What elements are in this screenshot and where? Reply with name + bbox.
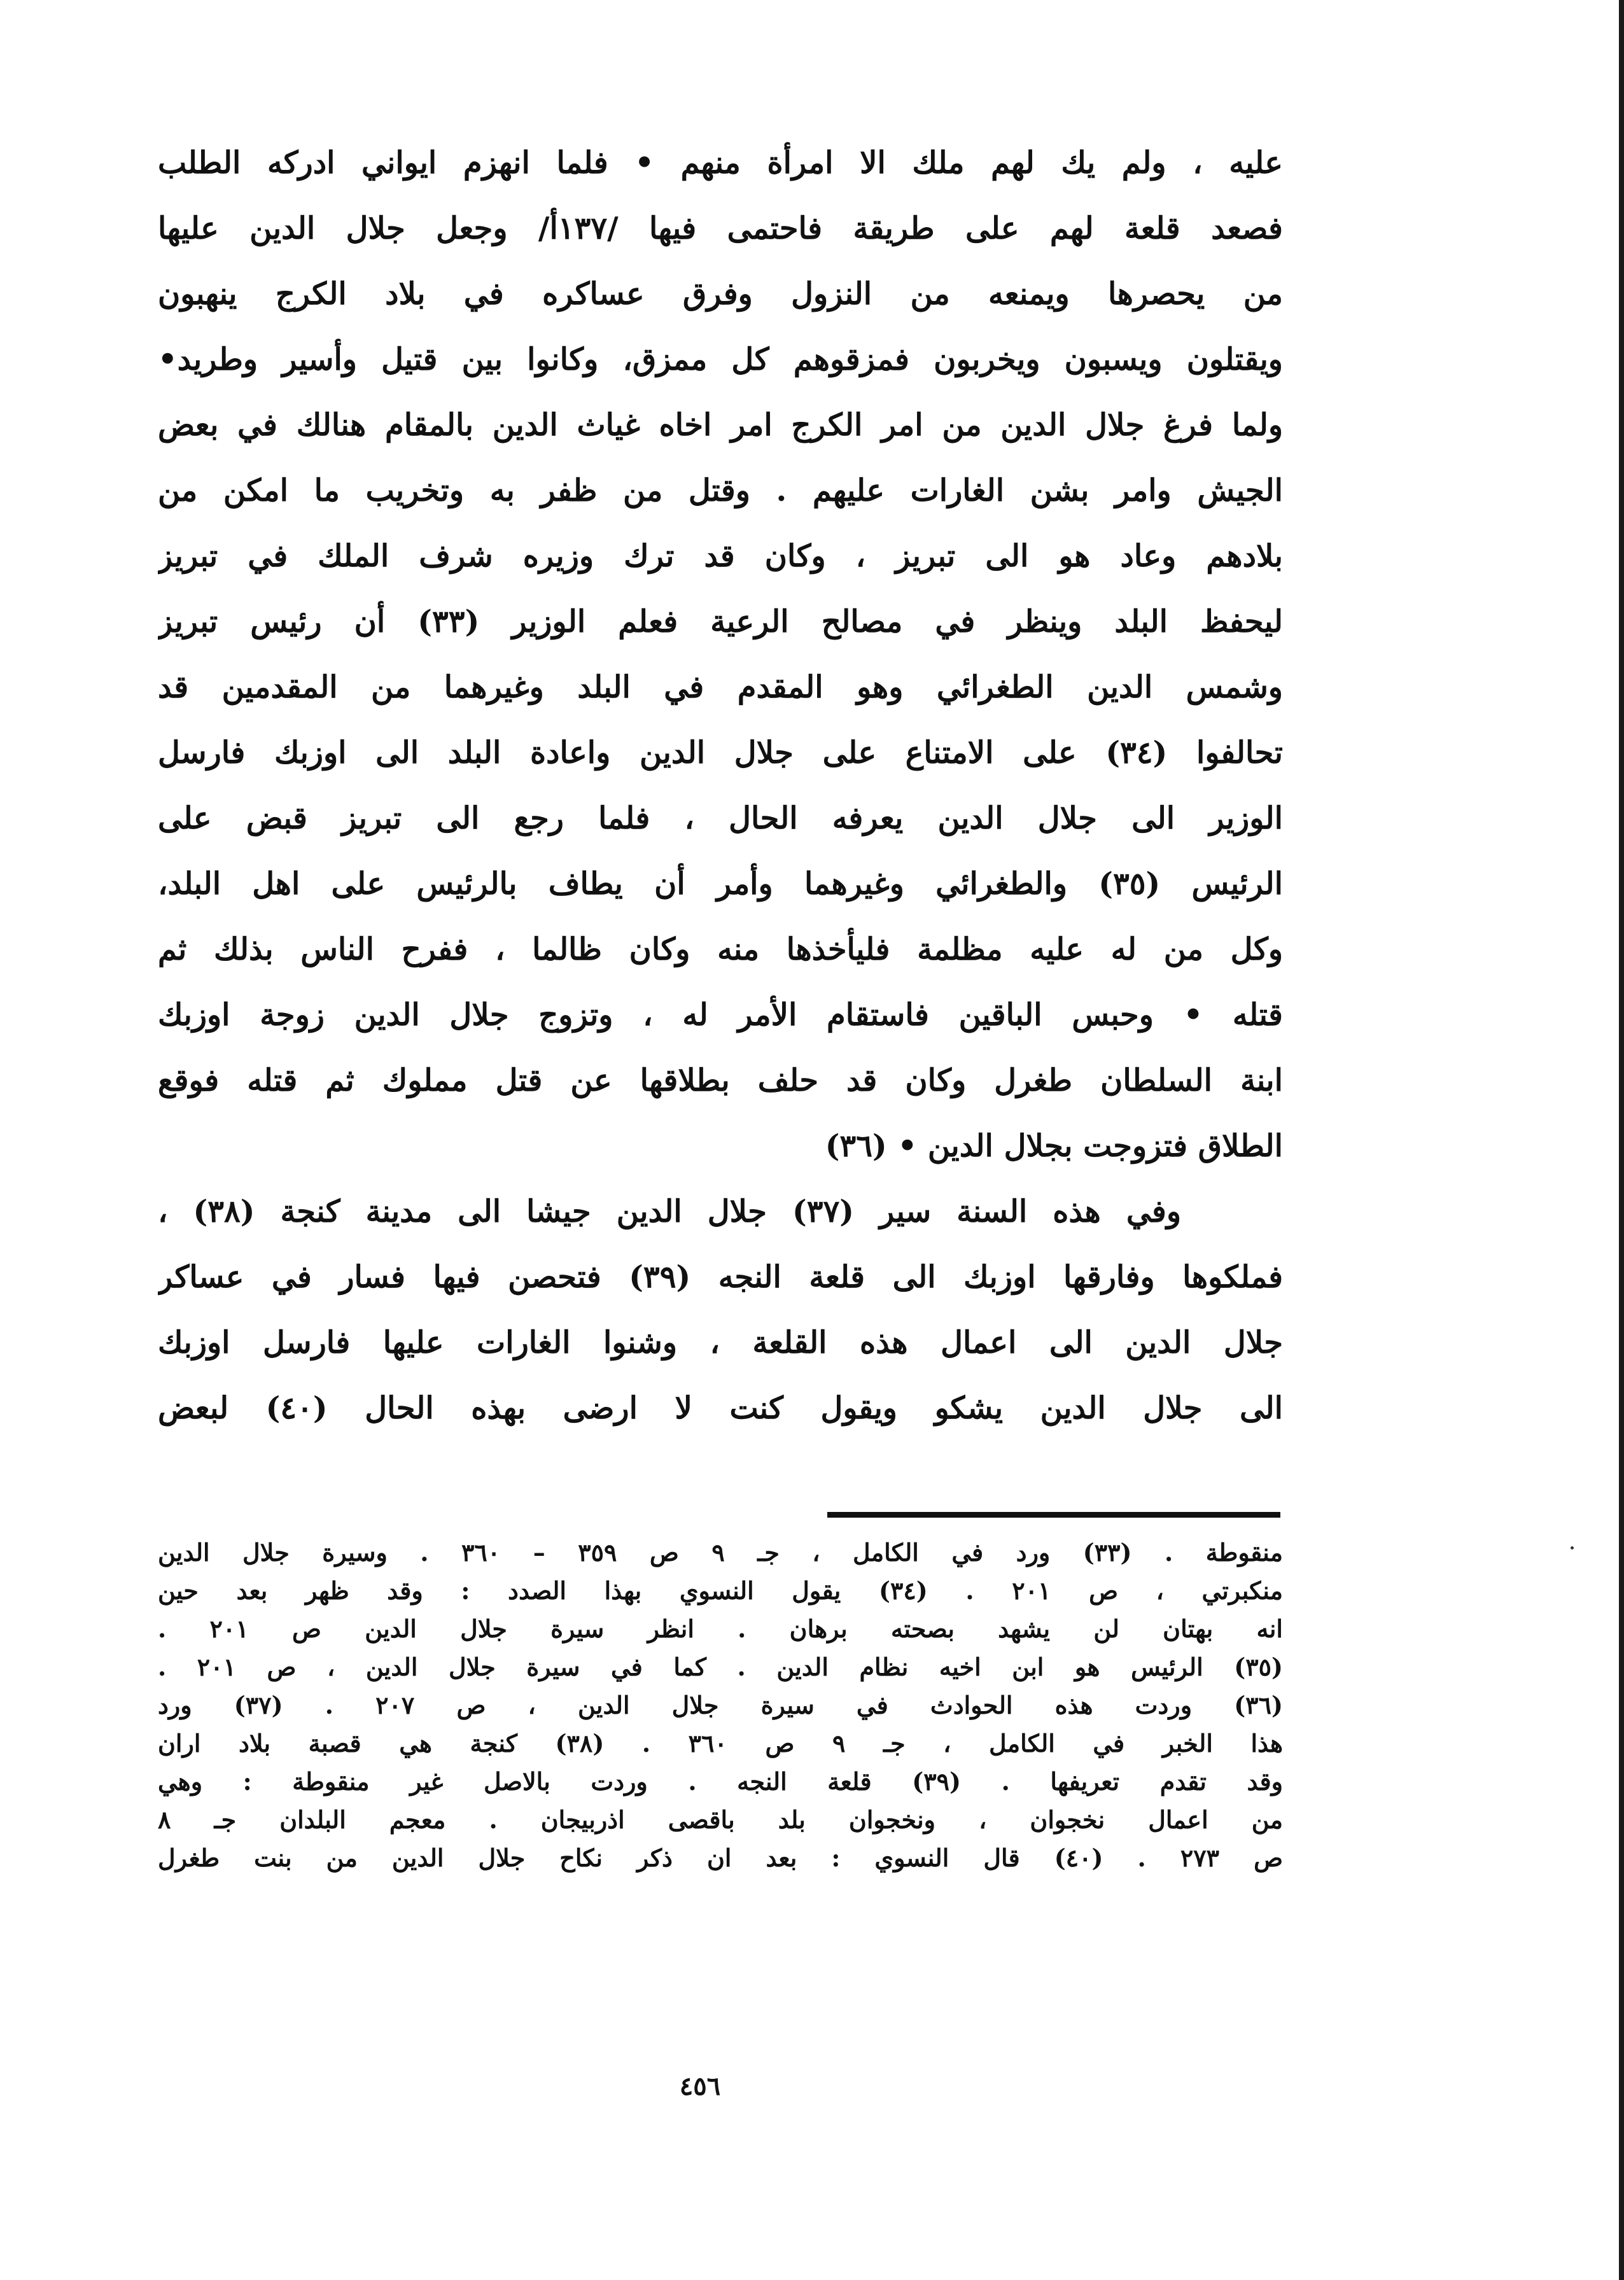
footnote-line: هذا الخبر في الكامل ، جـ ٩ ص ٣٦٠ . (٣٨) كنجة هي قصبة بلاد اران [158, 1729, 1283, 1758]
text-line: ابنة السلطان طغرل وكان قد حلف بطلاقها عن قتل مملوك ثم قتله فوقع [158, 1063, 1283, 1098]
text-line: عليه ، ولم يك لهم ملك الا امرأة منهم • فلما انهزم ايواني ادركه الطلب [158, 145, 1283, 181]
text-line: الجيش وامر بشن الغارات عليهم . وقتل من ظفر به وتخريب ما امكن من [158, 473, 1283, 508]
footnote-line: انه بهتان لن يشهد بصحته برهان . انظر سيرة جلال الدين ص ٢٠١ . [158, 1614, 1283, 1643]
text-line: جلال الدين الى اعمال هذه القلعة ، وشنوا الغارات عليها فارسل اوزبك [158, 1325, 1283, 1360]
footnotes-section [158, 1534, 1283, 1877]
text-line: الوزير الى جلال الدين يعرفه الحال ، فلما رجع الى تبريز قبض على [158, 801, 1283, 836]
text-line: الرئيس (٣٥) والطغرائي وغيرهما وأمر أن يطاف بالرئيس على اهل البلد، [158, 866, 1283, 902]
footnote-divider [827, 1512, 1280, 1518]
text-line: وشمس الدين الطغرائي وهو المقدم في البلد وغيرهما من المقدمين قد [158, 669, 1283, 705]
paragraph-start-line: وفي هذه السنة سير (٣٧) جلال الدين جيشا الى مدينة كنجة (٣٨) ، [158, 1194, 1182, 1229]
text-line: ليحفظ البلد وينظر في مصالح الرعية فعلم الوزير (٣٣) أن رئيس تبريز [158, 604, 1283, 640]
footnote-line: (٣٦) وردت هذه الحوادث في سيرة جلال الدين ، ص ٢٠٧ . (٣٧) ورد [158, 1691, 1283, 1719]
text-line: تحالفوا (٣٤) على الامتناع على جلال الدين واعادة البلد الى اوزبك فارسل [158, 735, 1283, 771]
footnote-line: من اعمال نخجوان ، ونخجوان بلد باقصى اذربيجان . معجم البلدان جـ ٨ [158, 1805, 1283, 1834]
paragraph-end-line: الطلاق فتزوجت بجلال الدين • (٣٦) [825, 1128, 1283, 1164]
text-line: من يحصرها ويمنعه من النزول وفرق عساكره في بلاد الكرج ينهبون [158, 276, 1283, 312]
footnote-line: (٣٥) الرئيس هو ابن اخيه نظام الدين . كما في سيرة جلال الدين ، ص ٢٠١ . [158, 1653, 1283, 1681]
text-line: فملكوها وفارقها اوزبك الى قلعة النجه (٣٩) فتحصن فيها فسار في عساكر [158, 1259, 1283, 1295]
text-line: فصعد قلعة لهم على طريقة فاحتمى فيها /١٣٧أ/ وجعل جلال الدين عليها [158, 211, 1283, 246]
main-text-body [158, 130, 1283, 1441]
text-line: بلادهم وعاد هو الى تبريز ، وكان قد ترك وزيره شرف الملك في تبريز [158, 538, 1283, 574]
scan-speck [1571, 1546, 1574, 1549]
footnote-line: ص ٢٧٣ . (٤٠) قال النسوي : بعد ان ذكر نكاح جلال الدين من بنت طغرل [158, 1843, 1283, 1872]
footnote-line: منقوطة . (٣٣) ورد في الكامل ، جـ ٩ ص ٣٥٩ – ٣٦٠ . وسيرة جلال الدين [158, 1538, 1283, 1567]
page-number: ٤٥٦ [679, 2071, 721, 2101]
text-line: وكل من له عليه مظلمة فليأخذها منه وكان ظالما ، ففرح الناس بذلك ثم [158, 932, 1283, 967]
footnote-line: وقد تقدم تعريفها . (٣٩) قلعة النجه . وردت بالاصل غير منقوطة : وهي [158, 1767, 1283, 1796]
text-line: الى جلال الدين يشكو ويقول كنت لا ارضى بهذه الحال (٤٠) لبعض [158, 1390, 1283, 1426]
text-line: قتله • وحبس الباقين فاستقام الأمر له ، وتزوج جلال الدين زوجة اوزبك [158, 997, 1283, 1033]
text-line: ولما فرغ جلال الدين من امر الكرج امر اخاه غياث الدين بالمقام هنالك في بعض [158, 407, 1283, 443]
footnote-line: منكبرتي ، ص ٢٠١ . (٣٤) يقول النسوي بهذا الصدد : وقد ظهر بعد حين [158, 1576, 1283, 1605]
text-line: ويقتلون ويسبون ويخربون فمزقوهم كل ممزق، وكانوا بين قتيل وأسير وطريد• [158, 342, 1283, 377]
scan-edge-line [1619, 0, 1624, 2280]
